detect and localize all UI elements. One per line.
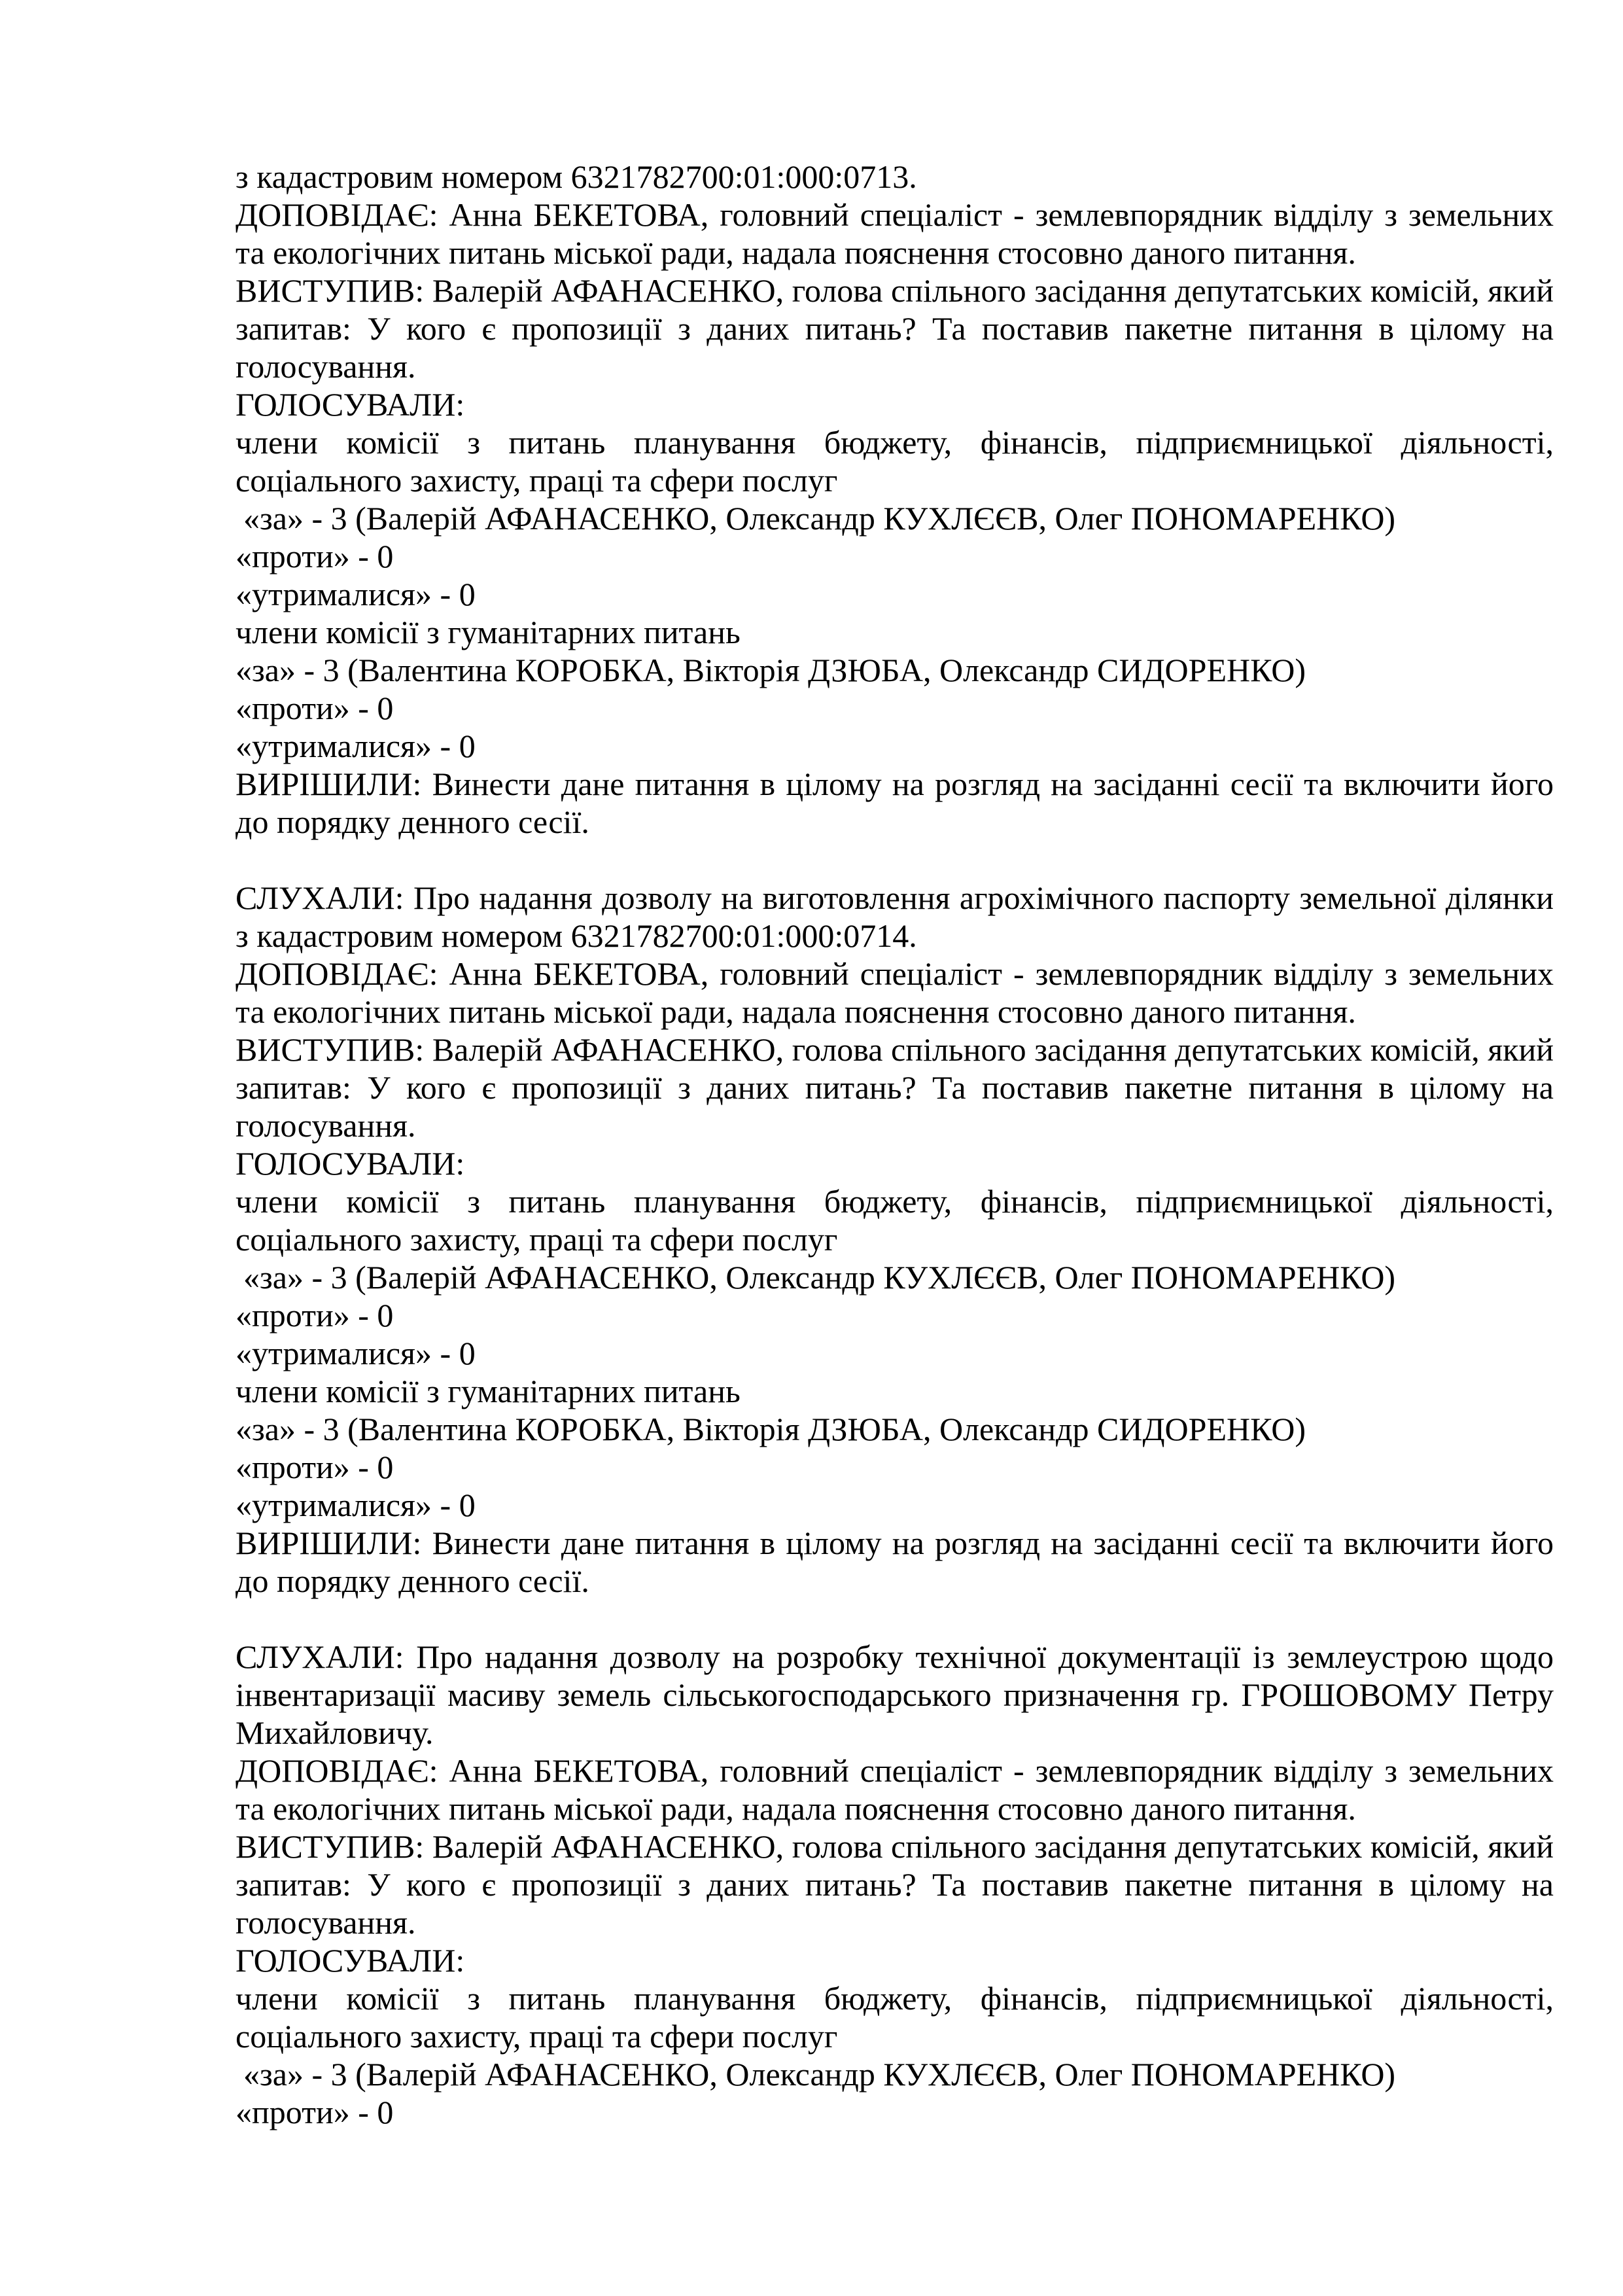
reporter-text: ДОПОВІДАЄ: Анна БЕКЕТОВА, головний спеціаліст - землевпорядник відділу з земельних та екологічних питань міської ради, надала пояснення стосовно даного питання.	[236, 1752, 1554, 1827]
vote-against: «проти» - 0	[236, 538, 394, 574]
vote-against: «проти» - 0	[236, 2094, 394, 2130]
heard-text: з кадастровим номером 6321782700:01:000:0713.	[236, 158, 917, 195]
speaker-text: ВИСТУПИВ: Валерій АФАНАСЕНКО, голова спільного засідання депутатських комісій, який запитав: У кого є пропозиції з даних питань? Та поставив пакетне питання в цілому на голосування.	[236, 1031, 1554, 1144]
vote-abstain: «утрималися» - 0	[236, 1487, 476, 1523]
vote-abstain: «утрималися» - 0	[236, 576, 476, 612]
heard-text: СЛУХАЛИ: Про надання дозволу на розробку технічної документації із землеустрою щодо інвентаризації масиву земель сільськогосподарського призначення гр. ГРОШОВОМУ Петру Михайловичу.	[236, 1638, 1554, 1751]
decision-text: ВИРІШИЛИ: Винести дане питання в цілому на розгляд на засіданні сесії та включити його до порядку денного сесії.	[236, 766, 1554, 840]
agenda-item-1	[236, 158, 1554, 841]
agenda-item-2	[236, 879, 1554, 1600]
vote-for: «за» - 3 (Валерій АФАНАСЕНКО, Олександр КУХЛЄЄВ, Олег ПОНОМАРЕНКО)	[243, 2056, 1396, 2093]
committee-budget: члени комісії з питань планування бюджету, фінансів, підприємницької діяльності, соціального захисту, праці та сфери послуг	[236, 424, 1554, 499]
vote-against: «проти» - 0	[236, 690, 394, 726]
speaker-text: ВИСТУПИВ: Валерій АФАНАСЕНКО, голова спільного засідання депутатських комісій, який запитав: У кого є пропозиції з даних питань? Та поставив пакетне питання в цілому на голосування.	[236, 1828, 1554, 1941]
voted-heading: ГОЛОСУВАЛИ:	[236, 1942, 465, 1979]
committee-humanitarian: члени комісії з гуманітарних питань	[236, 1373, 741, 1409]
speaker-text: ВИСТУПИВ: Валерій АФАНАСЕНКО, голова спільного засідання депутатських комісій, який запитав: У кого є пропозиції з даних питань? Та поставив пакетне питання в цілому на голосування.	[236, 272, 1554, 385]
paragraph-gap	[236, 841, 1554, 879]
voted-heading: ГОЛОСУВАЛИ:	[236, 386, 465, 423]
paragraph-gap	[236, 1600, 1554, 1638]
vote-for: «за» - 3 (Валентина КОРОБКА, Вікторія ДЗЮБА, Олександр СИДОРЕНКО)	[236, 1411, 1306, 1447]
committee-humanitarian: члени комісії з гуманітарних питань	[236, 614, 741, 650]
voted-heading: ГОЛОСУВАЛИ:	[236, 1145, 465, 1182]
document-page	[236, 158, 1554, 2131]
vote-against: «проти» - 0	[236, 1297, 394, 1333]
reporter-text: ДОПОВІДАЄ: Анна БЕКЕТОВА, головний спеціаліст - землевпорядник відділу з земельних та екологічних питань міської ради, надала пояснення стосовно даного питання.	[236, 196, 1554, 271]
vote-for: «за» - 3 (Валерій АФАНАСЕНКО, Олександр КУХЛЄЄВ, Олег ПОНОМАРЕНКО)	[243, 500, 1396, 537]
agenda-item-3	[236, 1638, 1554, 2131]
committee-budget: члени комісії з питань планування бюджету, фінансів, підприємницької діяльності, соціального захисту, праці та сфери послуг	[236, 1980, 1554, 2055]
committee-budget: члени комісії з питань планування бюджету, фінансів, підприємницької діяльності, соціального захисту, праці та сфери послуг	[236, 1183, 1554, 1258]
heard-text: СЛУХАЛИ: Про надання дозволу на виготовлення агрохімічного паспорту земельної ділянки з кадастровим номером 6321782700:01:000:0714.	[236, 879, 1554, 954]
vote-against: «проти» - 0	[236, 1449, 394, 1485]
vote-for: «за» - 3 (Валерій АФАНАСЕНКО, Олександр КУХЛЄЄВ, Олег ПОНОМАРЕНКО)	[243, 1259, 1396, 1296]
vote-for: «за» - 3 (Валентина КОРОБКА, Вікторія ДЗЮБА, Олександр СИДОРЕНКО)	[236, 652, 1306, 688]
decision-text: ВИРІШИЛИ: Винести дане питання в цілому на розгляд на засіданні сесії та включити його до порядку денного сесії.	[236, 1525, 1554, 1599]
reporter-text: ДОПОВІДАЄ: Анна БЕКЕТОВА, головний спеціаліст - землевпорядник відділу з земельних та екологічних питань міської ради, надала пояснення стосовно даного питання.	[236, 955, 1554, 1030]
vote-abstain: «утрималися» - 0	[236, 728, 476, 764]
vote-abstain: «утрималися» - 0	[236, 1335, 476, 1371]
